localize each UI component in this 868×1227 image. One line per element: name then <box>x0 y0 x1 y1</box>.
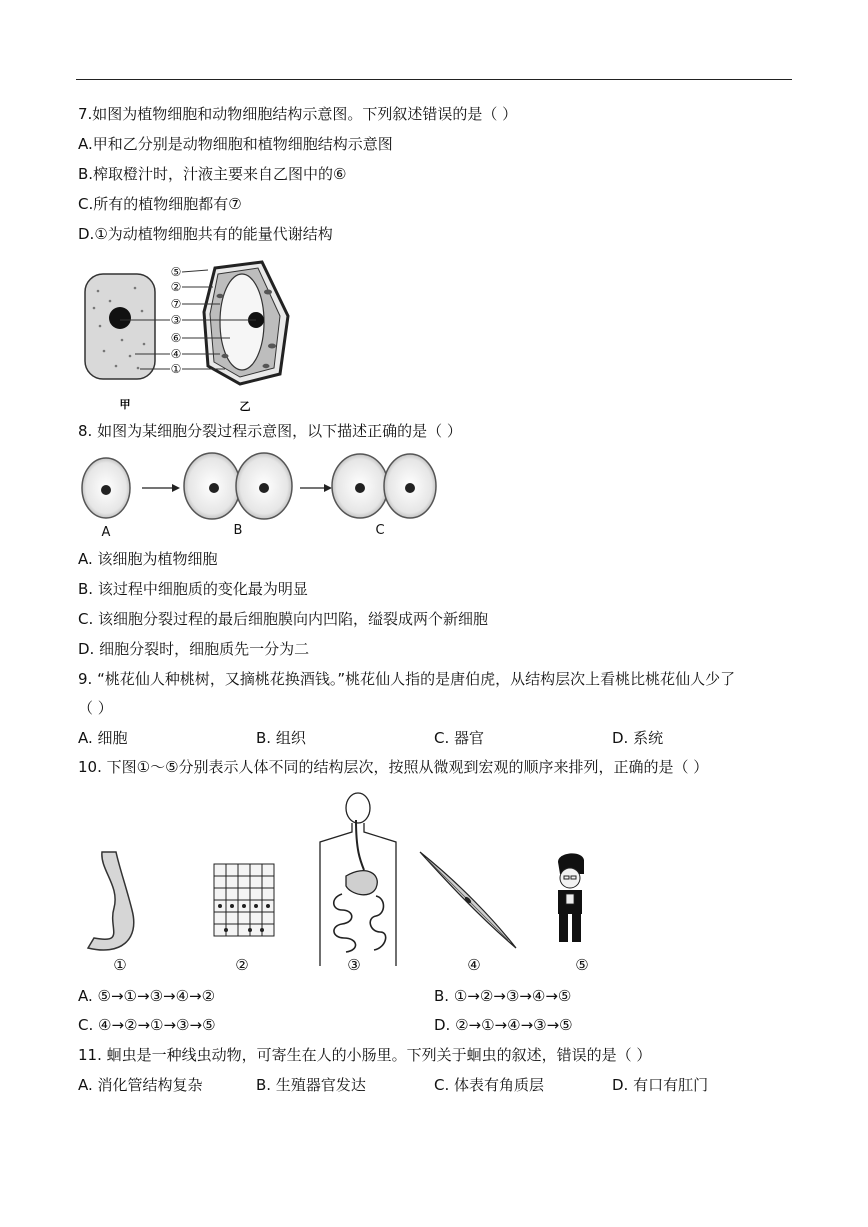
person-drawing <box>558 853 584 942</box>
q9-stem-cont: （ ） <box>78 699 113 717</box>
label-2: ② <box>170 280 182 294</box>
label-4: ④ <box>170 347 182 361</box>
q11-stem: 11. 蛔虫是一种线虫动物，可寄生在人的小肠里。下列关于蛔虫的叙述，错误的是（ ） <box>78 1046 652 1064</box>
q9-option-a: A. 细胞 <box>78 729 128 747</box>
digestive-system-drawing <box>320 793 396 966</box>
q7-option-c: C.所有的植物细胞都有⑦ <box>78 195 242 213</box>
level-label-1: ① <box>113 956 127 974</box>
structure-levels-figure <box>80 790 620 976</box>
header-rule <box>76 79 792 80</box>
level-label-4: ④ <box>467 956 481 974</box>
cell-structure-figure <box>80 256 300 416</box>
plant-cell-drawing <box>204 262 288 384</box>
q7-option-b: B.榨取橙汁时，汁液主要来自乙图中的⑥ <box>78 165 347 183</box>
q8-option-a: A. 该细胞为植物细胞 <box>78 550 218 568</box>
division-label-b: B <box>233 523 243 538</box>
q8-option-b: B. 该过程中细胞质的变化最为明显 <box>78 580 308 598</box>
q7-option-d: D.①为动植物细胞共有的能量代谢结构 <box>78 225 333 243</box>
tissue-drawing <box>214 864 274 936</box>
q10-option-b: B. ①→②→③→④→⑤ <box>434 987 572 1005</box>
q9-option-d: D. 系统 <box>612 729 664 747</box>
q9-option-b: B. 组织 <box>256 729 306 747</box>
stomach-drawing <box>88 852 134 950</box>
q7-stem: 7.如图为植物细胞和动物细胞结构示意图。下列叙述错误的是（ ） <box>78 105 518 123</box>
q8-stem: 8. 如图为某细胞分裂过程示意图，以下描述正确的是（ ） <box>78 422 462 440</box>
label-5: ⑤ <box>170 265 182 279</box>
q10-stem: 10. 下图①～⑤分别表示人体不同的结构层次，按照从微观到宏观的顺序来排列，正确的是（ ） <box>78 758 709 776</box>
division-label-a: A <box>101 525 111 540</box>
q10-option-d: D. ②→①→④→③→⑤ <box>434 1016 573 1034</box>
label-1: ① <box>170 362 182 376</box>
q11-option-d: D. 有口有肛门 <box>612 1076 709 1094</box>
q8-option-c: C. 该细胞分裂过程的最后细胞膜向内凹陷，缢裂成两个新细胞 <box>78 610 489 628</box>
q7-option-a: A.甲和乙分别是动物细胞和植物细胞结构示意图 <box>78 135 393 153</box>
q10-option-a: A. ⑤→①→③→④→② <box>78 987 216 1005</box>
label-7: ⑦ <box>170 297 182 311</box>
level-label-2: ② <box>235 956 249 974</box>
q10-option-c: C. ④→②→①→③→⑤ <box>78 1016 216 1034</box>
caption-jia: 甲 <box>119 398 131 411</box>
q9-option-c: C. 器官 <box>434 729 485 747</box>
q11-option-b: B. 生殖器官发达 <box>256 1076 366 1094</box>
animal-cell-drawing <box>85 274 155 379</box>
level-label-5: ⑤ <box>575 956 589 974</box>
label-6: ⑥ <box>170 331 182 345</box>
muscle-cell-drawing <box>420 852 516 948</box>
cell-division-figure <box>80 448 440 540</box>
q11-option-a: A. 消化管结构复杂 <box>78 1076 203 1094</box>
q11-option-c: C. 体表有角质层 <box>434 1076 545 1094</box>
label-3: ③ <box>170 313 182 327</box>
level-label-3: ③ <box>347 956 361 974</box>
q9-stem: 9. “桃花仙人种桃树，又摘桃花换酒钱。”桃花仙人指的是唐伯虎，从结构层次上看桃比桃花仙人少了 <box>78 670 736 688</box>
caption-yi: 乙 <box>239 400 251 413</box>
q8-option-d: D. 细胞分裂时，细胞质先一分为二 <box>78 640 310 658</box>
division-label-c: C <box>375 523 385 538</box>
